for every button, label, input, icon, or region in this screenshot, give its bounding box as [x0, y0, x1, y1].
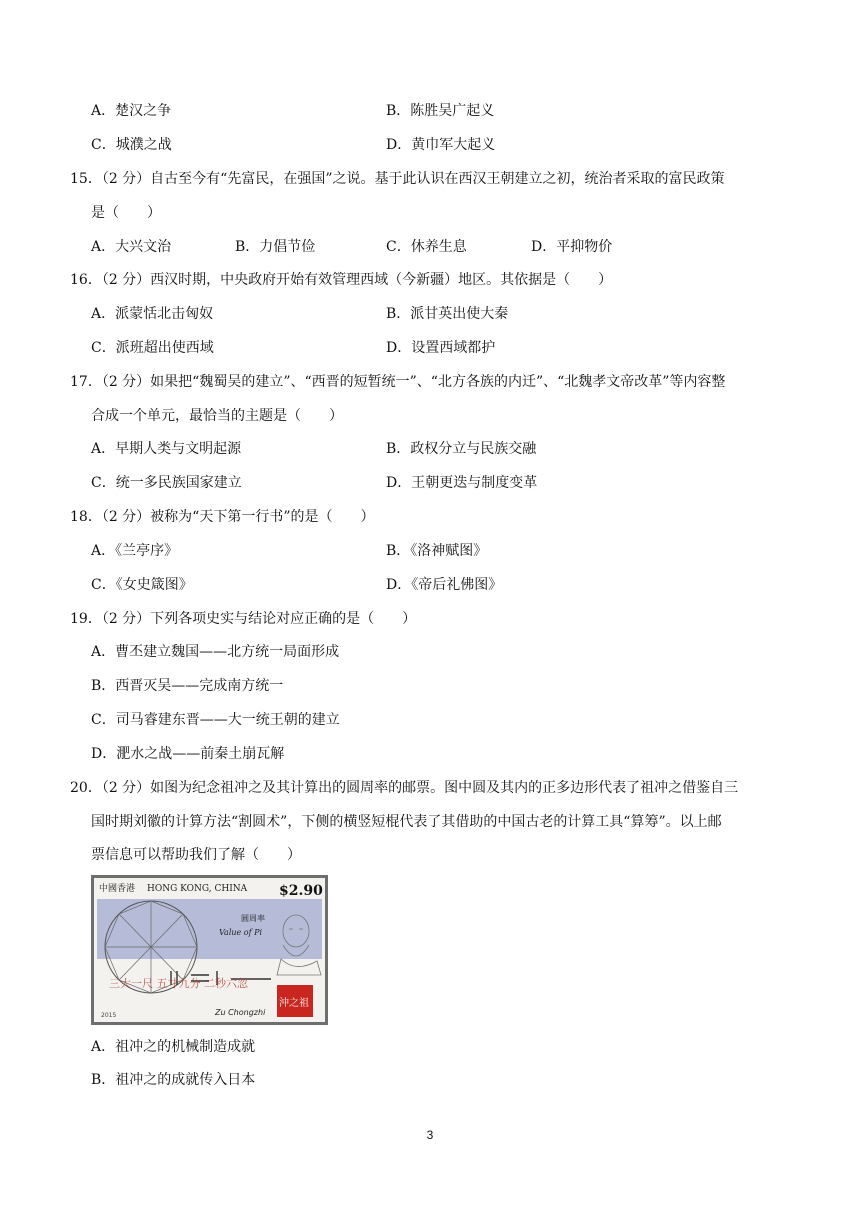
- q20-option-a: A．祖冲之的机械制造成就: [91, 1039, 256, 1055]
- stamp-value-en: Value of Pi: [219, 928, 263, 937]
- stamp-seal: 沖之祖: [279, 998, 309, 1009]
- q16-option-d: D．设置西域都护: [386, 340, 496, 356]
- q18-option-c: C．《女史箴图》: [91, 577, 193, 593]
- q19-option-d: D．淝水之战——前秦土崩瓦解: [91, 746, 285, 762]
- stamp-header-en: HONG KONG, CHINA: [147, 884, 248, 894]
- q16-option-b: B．派甘英出使大秦: [386, 306, 509, 322]
- q15-option-c: C．休养生息: [386, 239, 467, 255]
- zu-chongzhi-stamp-image: [91, 875, 328, 1025]
- stamp-price: $2.90: [279, 883, 323, 899]
- q15-option-b: B．力倡节俭: [235, 239, 316, 255]
- q16-stem: 16．（2 分）西汉时期，中央政府开始有效管理西域（今新疆）地区。其依据是（ ）: [70, 272, 613, 288]
- q18-option-a: A．《兰亭序》: [91, 543, 179, 559]
- q19-option-c: C．司马睿建东晋——大一统王朝的建立: [91, 712, 340, 728]
- q17-stem-cont: 合成一个单元，最恰当的主题是（ ）: [91, 408, 343, 424]
- q14-option-d: D．黄巾军大起义: [386, 137, 496, 153]
- q15-option-d: D．平抑物价: [531, 239, 613, 255]
- q20-stem-cont: 国时期刘徽的计算方法“割圆术”，下侧的横竖短棍代表了其借助的中国古老的计算工具“算筹”。以上邮: [91, 814, 722, 830]
- page-number: 3: [426, 1128, 434, 1142]
- q14-option-c: C．城濮之战: [91, 137, 172, 153]
- q18-stem: 18．（2 分）被称为“天下第一行书”的是（ ）: [70, 509, 375, 525]
- stamp-name: Zu Chongzhi: [215, 1008, 266, 1017]
- q20-option-b: B．祖冲之的成就传入日本: [91, 1072, 256, 1088]
- q19-stem: 19．（2 分）下列各项史实与结论对应正确的是（ ）: [70, 611, 417, 627]
- q18-option-b: B．《洛神赋图》: [386, 543, 488, 559]
- q14-option-b: B．陈胜吴广起义: [386, 103, 495, 119]
- q17-option-b: B．政权分立与民族交融: [386, 441, 537, 457]
- q14-option-a: A．楚汉之争: [91, 103, 172, 119]
- q17-option-a: A．早期人类与文明起源: [91, 441, 242, 457]
- stamp-value-cn: 圓周率: [241, 914, 265, 923]
- q16-option-a: A．派蒙恬北击匈奴: [91, 306, 214, 322]
- q17-stem: 17．（2 分）如果把“魏蜀吴的建立”、“西晋的短暂统一”、“北方各族的内迁”、“北魏孝文帝改革”等内容整: [70, 374, 726, 390]
- q17-option-d: D．王朝更迭与制度变革: [386, 475, 538, 491]
- q19-option-a: A．曹丕建立魏国——北方统一局面形成: [91, 644, 340, 660]
- q20-stem-cont2: 票信息可以帮助我们了解（ ）: [91, 847, 301, 863]
- q15-stem: 15．（2 分）自古至今有“先富民，在强国”之说。基于此认识在西汉王朝建立之初，统治者采取的富民政策: [70, 171, 725, 187]
- q16-option-c: C．派班超出使西域: [91, 340, 214, 356]
- stamp-handwriting: 三大一尺 五寸九分 二秒六忽: [109, 977, 248, 990]
- stamp-year: 2015: [101, 1012, 117, 1019]
- q15-stem-cont: 是（ ）: [91, 205, 161, 221]
- q20-stem: 20．（2 分）如图为纪念祖冲之及其计算出的圆周率的邮票。图中圆及其内的正多边形代表了祖冲之借鉴自三: [70, 780, 739, 796]
- stamp-header-cn: 中國香港: [99, 884, 136, 894]
- q18-option-d: D．《帝后礼佛图》: [386, 577, 503, 593]
- q19-option-b: B．西晋灭吴——完成南方统一: [91, 678, 284, 694]
- q15-option-a: A．大兴文治: [91, 239, 172, 255]
- q17-option-c: C．统一多民族国家建立: [91, 475, 242, 491]
